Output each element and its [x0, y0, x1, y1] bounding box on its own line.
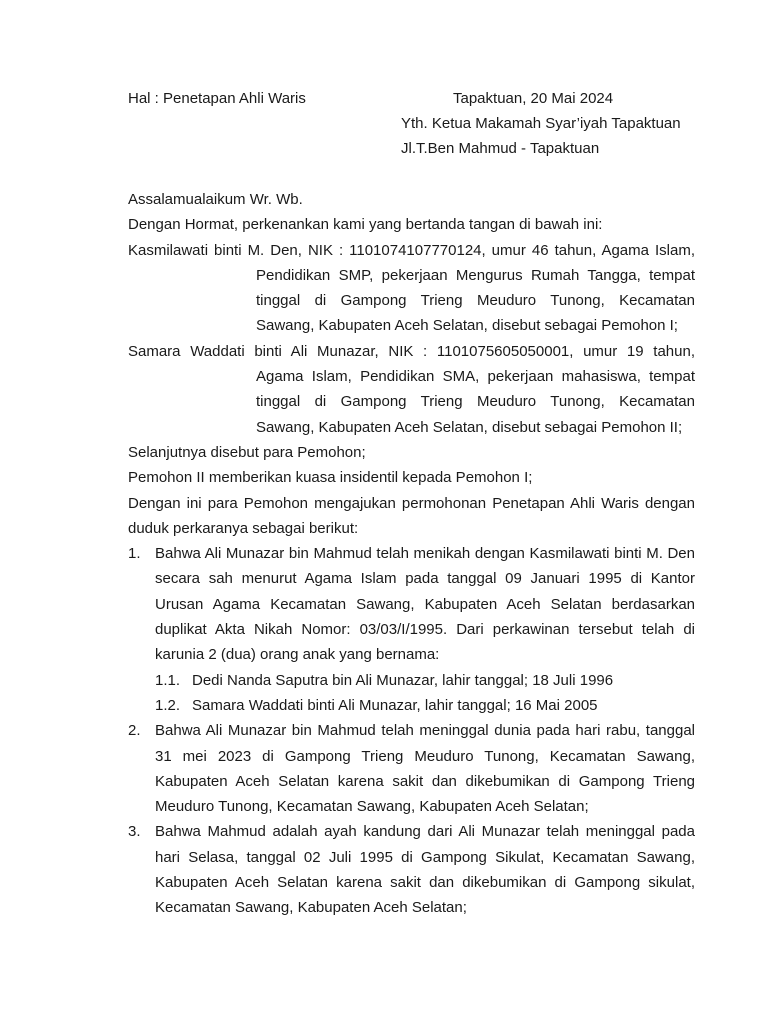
point-3: [128, 819, 695, 920]
points-list: [128, 541, 695, 920]
sub-point-1-1: [128, 668, 695, 693]
point-number: 1.: [128, 545, 141, 563]
greeting: Assalamualaikum Wr. Wb.: [128, 191, 303, 208]
selanjutnya-text: Selanjutnya disebut para Pemohon;: [128, 443, 366, 461]
kuasa-text: Pemohon II memberikan kuasa insidentil kepada Pemohon I;: [128, 469, 533, 487]
document-page: [128, 86, 695, 921]
pemohon-2-details: Agama Islam, Pendidikan SMA, pekerjaan mahasiswa, tempat tinggal di Gampong Trieng Meuduro Tunong, Kecamatan Sawang, Kabupaten Aceh Selatan, disebut sebagai Pemohon II;: [256, 368, 695, 436]
pemohon-2-identity: [128, 339, 695, 440]
sub-point-text: Dedi Nanda Saputra bin Ali Munazar, lahir tanggal; 18 Juli 1996: [192, 671, 614, 689]
pemohon-2-first-line: Samara Waddati binti Ali Munazar, NIK : 1101075605050001, umur 19 tahun,: [128, 342, 695, 360]
pengajuan-text: Dengan ini para Pemohon mengajukan permohonan Penetapan Ahli Waris dengan duduk perkaranya sebagai berikut:: [128, 494, 695, 537]
pemohon-1-first-line: Kasmilawati binti M. Den, NIK : 1101074107770124, umur 46 tahun, Agama Islam,: [128, 241, 695, 259]
point-text: Bahwa Mahmud adalah ayah kandung dari Ali Munazar telah meninggal pada hari Selasa, tanggal 02 Juli 1995 di Gampong Sikulat, Kecamatan Sawang, Kabupaten Aceh Selatan karena sakit dan dikebumikan di Gampong sikulat, Kecamatan Sawang, Kabupaten Aceh Selatan;: [155, 823, 695, 917]
pemohon-1-details: Pendidikan SMP, pekerjaan Mengurus Rumah Tangga, tempat tinggal di Gampong Trieng Meuduro Tunong, Kecamatan Sawang, Kabupaten Aceh Selatan, disebut sebagai Pemohon I;: [256, 266, 695, 335]
intro-text: Dengan Hormat, perkenankan kami yang bertanda tangan di bawah ini:: [128, 216, 603, 234]
sub-point-number: 1.2.: [155, 696, 181, 714]
recipient-line-1: Yth. Ketua Makamah Syar’iyah Tapaktuan: [401, 115, 681, 132]
sub-point-1-2: [128, 693, 695, 718]
recipient-line-2: Jl.T.Ben Mahmud - Tapaktuan: [401, 140, 600, 157]
point-1: [128, 541, 695, 667]
point-text: Bahwa Ali Munazar bin Mahmud telah menikah dengan Kasmilawati binti M. Den secara sah menurut Agama Islam pada tanggal 09 Januari 1995 di Kantor Urusan Agama Kecamatan Sawang, Kabupaten Aceh Selatan berdasarkan duplikat Akta Nikah Nomor: 03/03/I/1995. Dari perkawinan tersebut telah di karunia 2 (dua) orang anak yang bernama:: [155, 545, 695, 664]
sub-point-text: Samara Waddati binti Ali Munazar, lahir tanggal; 16 Mai 2005: [192, 696, 598, 714]
pemohon-1-identity: [128, 238, 695, 339]
letter-header: [128, 86, 695, 162]
point-text: Bahwa Ali Munazar bin Mahmud telah meninggal dunia pada hari rabu, tanggal 31 mei 2023 di Gampong Trieng Meuduro Tunong, Kecamatan Sawang, Kabupaten Aceh Selatan karena sakit dan dikebumikan di Gampong Trieng Meuduro Tunong, Kecamatan Sawang, Kabupaten Aceh Selatan;: [155, 722, 695, 816]
place-date: Tapaktuan, 20 Mai 2024: [453, 90, 614, 107]
subject-line: Hal : Penetapan Ahli Waris: [128, 90, 306, 107]
spacer: [128, 162, 695, 187]
sub-point-number: 1.1.: [155, 671, 181, 689]
point-number: 3.: [128, 823, 141, 841]
point-number: 2.: [128, 722, 141, 740]
point-2: [128, 718, 695, 819]
